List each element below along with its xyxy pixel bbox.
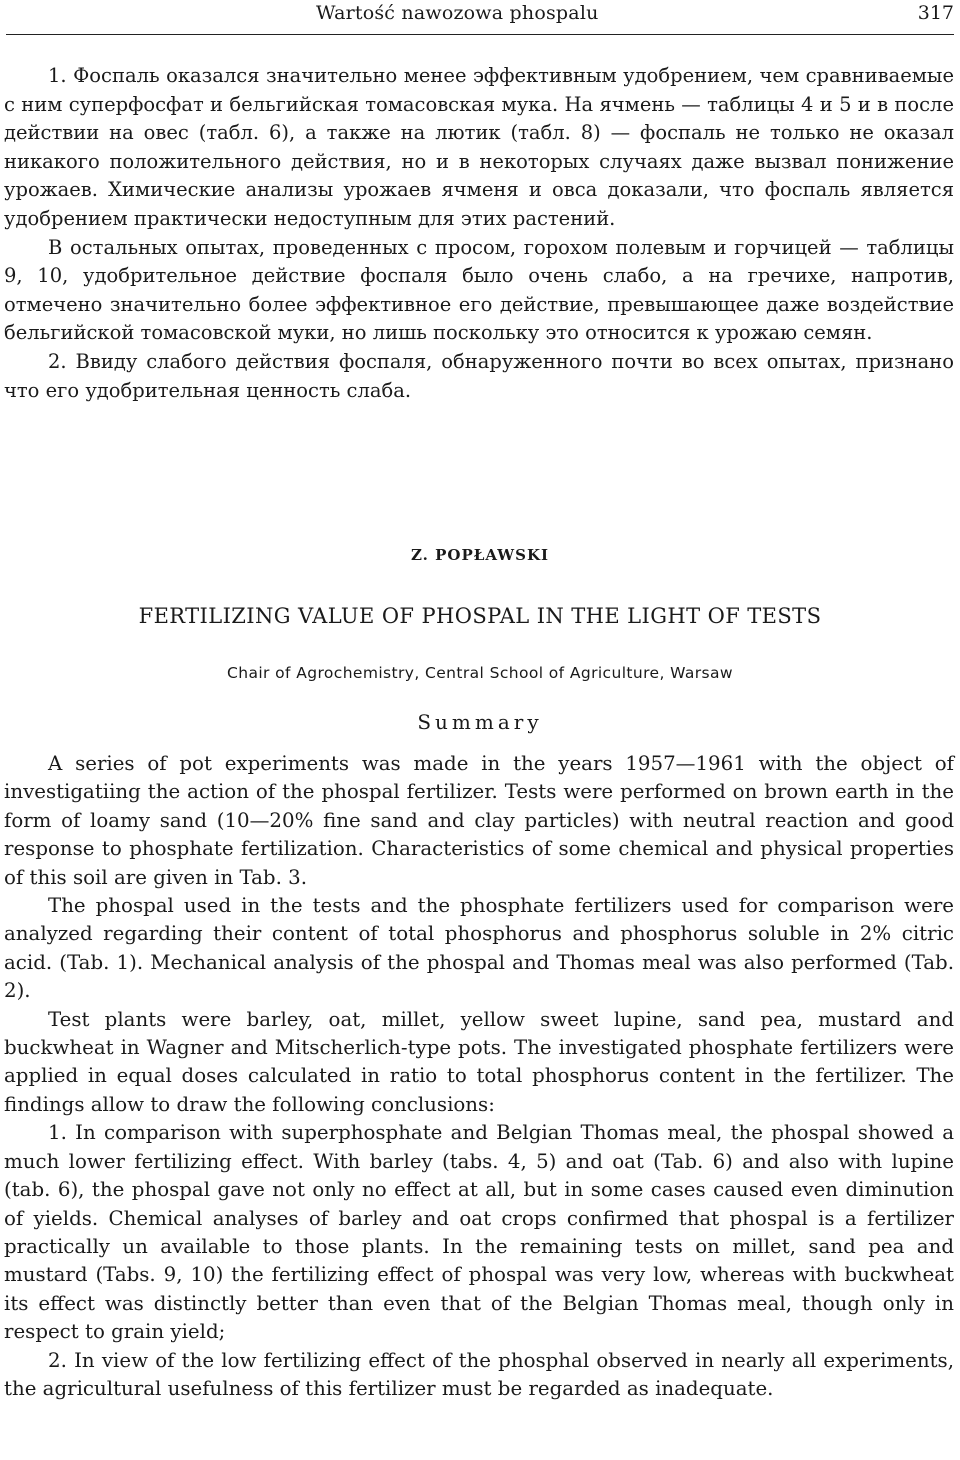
en-paragraph-5: 2. In view of the low fertilizing effect of the phosphal observed in nearly all experiments, the agricultural usefulness of this fertilizer must be regarded as inadequate. [4,1348,954,1400]
en-paragraph-2: The phospal used in the tests and the phosphate fertilizers used for comparison were analyzed regarding their content of total phosphorus and phosphorus soluble in 2% citric acid. (Tab. 1). Mechanical analysis of the phospal and Thomas meal was also performed (Tab. 2). [4,894,954,1003]
running-title: Wartość nawozowa phospalu [316,2,599,24]
en-paragraph-4: 1. In comparison with superphosphate and Belgian Thomas meal, the phospal showed a much lower fertilizing effect. With barley (tabs. 4, 5) and oat (Tab. 6) and also with lupine (tab. 6), the phospal gave not only no effect at all, but in some cases caused even diminution of yields. Chemical analyses of barley and oat crops confirmed that phospal is a fertilizer practically un available to those plants. In the remaining tests on millet, sand pea and mustard (Tabs. 9, 10) the fertilizing effect of phospal was very low, whereas with buckwheat its effect was distinctly better than even that of the Belgian Thomas meal, though only in respect to grain yield; [4,1121,954,1344]
ru-paragraph-1: 1. Фоспаль оказался значительно менее эффективным удобрением, чем сравниваемые с ним суперфосфат и бельгийская томасовская мука. На ячмень — таблицы 4 и 5 и в после действии на овес (табл. 6), а также на лютик (табл. 8) — фоспаль не только не оказал никакого положительного действия, но и в некоторых случаях даже вызвал понижение урожаев. Химические анализы урожаев ячменя и овса доказали, что фоспаль является удобрением практически недоступным для этих растений. [4,64,954,230]
russian-summary [4,62,954,405]
ru-paragraph-3: 2. Ввиду слабого действия фоспаля, обнаруженного почти во всех опытах, признано что его удобрительная ценность слаба. [4,349,954,402]
en-paragraph-1: A series of pot experiments was made in the years 1957—1961 with the object of investigatiing the action of the phospal fertilizer. Tests were performed on brown earth in the form of loamy sand (10—20% fine sand and clay particles) with neutral reaction and good response to phosphate fertilization. Characteristics of some chemical and physical properties of this soil are given in Tab. 3. [4,752,954,889]
english-summary [4,750,954,1403]
article-title: FERTILIZING VALUE OF PHOSPAL IN THE LIGHT OF TESTS [138,604,822,628]
running-header [0,0,960,34]
affiliation: Chair of Agrochemistry, Central School of Agriculture, Warsaw [227,664,733,682]
ru-paragraph-2: В остальных опытах, проведенных с просом, горохом полевым и горчицей — таблицы 9, 10, удобрительное действие фоспаля было очень слабо, а на гречихе, напротив, отмечено значительно более эффективное его действие, превышающее даже воздействие бельгийской томасовской муки, но лишь поскольку это относится к урожаю семян. [4,235,954,345]
page-number: 317 [917,2,954,24]
author-name: Z. POPŁAWSKI [410,546,550,564]
summary-heading: Summary [417,710,543,734]
header-rule [6,34,954,35]
en-paragraph-3: Test plants were barley, oat, millet, yellow sweet lupine, sand pea, mustard and buckwheat in Wagner and Mitscherlich-type pots. The investigated phosphate fertilizers were applied in equal doses calculated in ratio to total phosphorus content in the fertilizer. The findings allow to draw the following conclusions: [4,1007,954,1116]
